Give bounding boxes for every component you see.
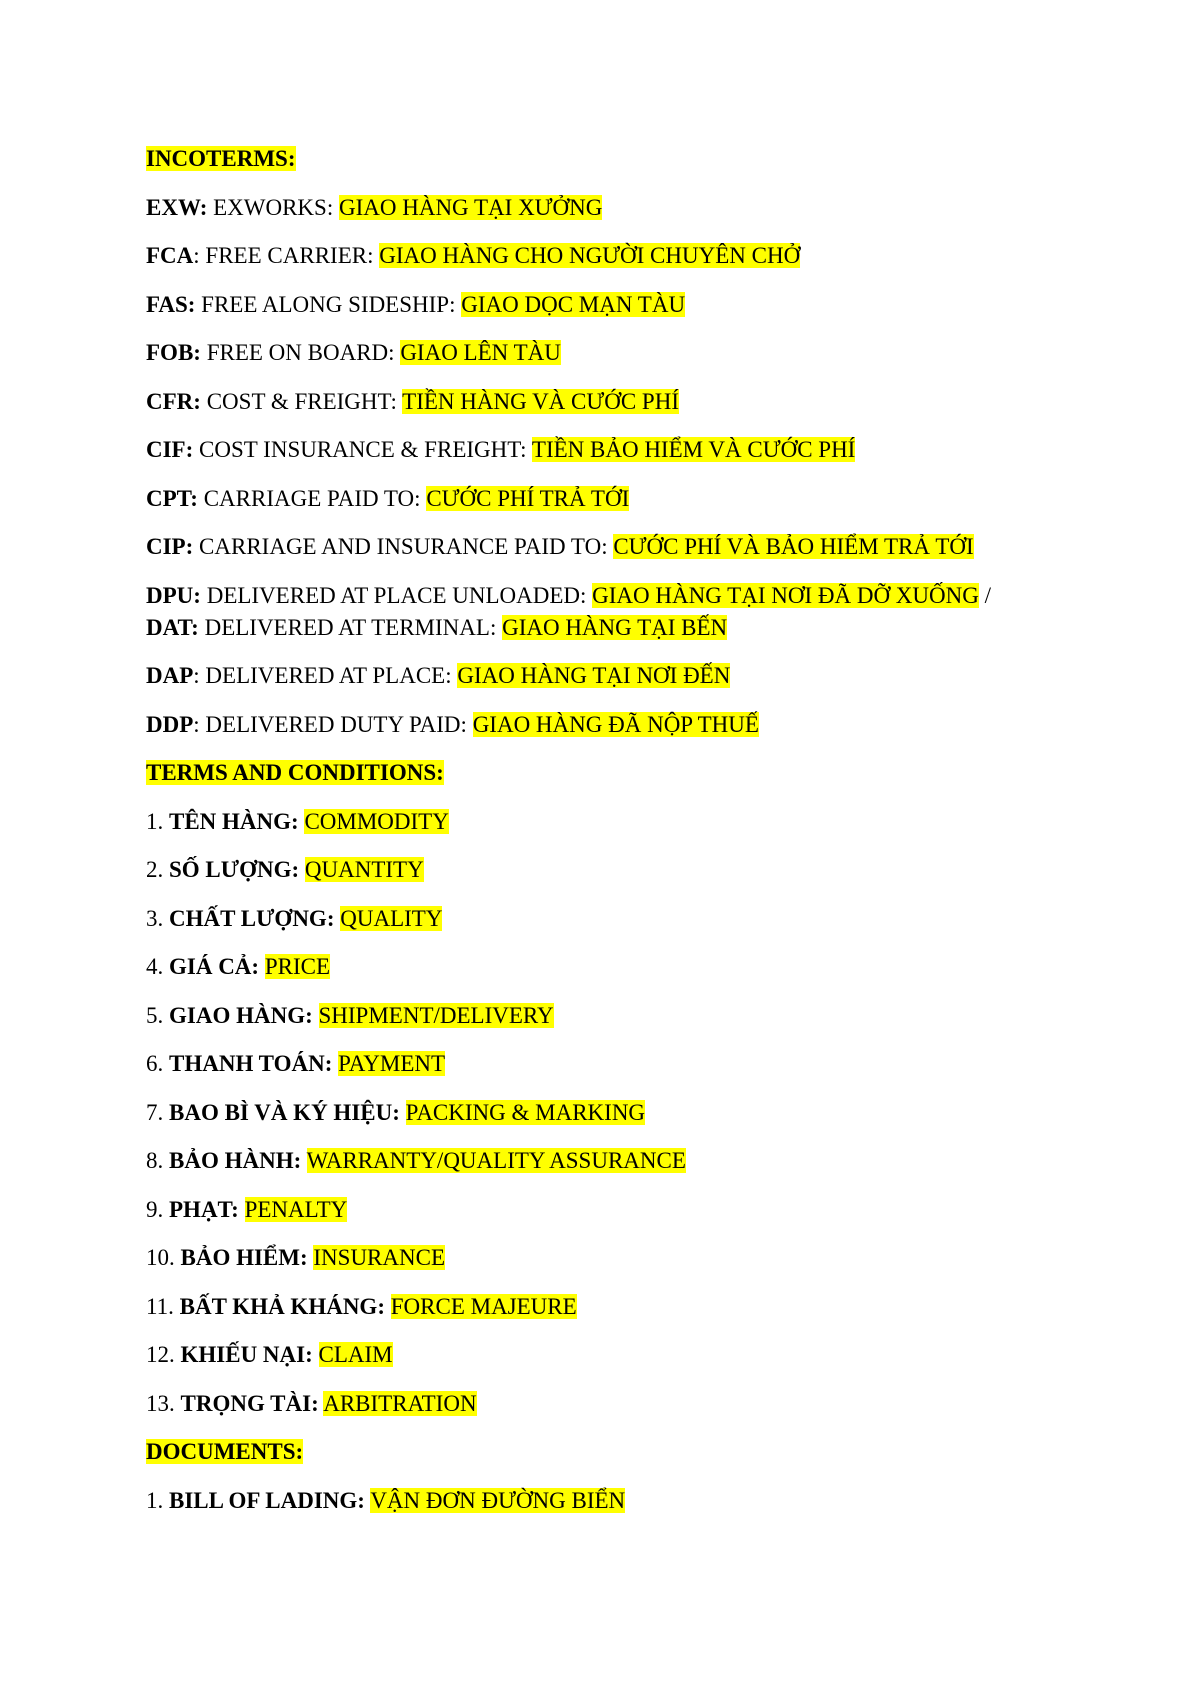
term-vi: GIAO HÀNG: — [169, 1002, 313, 1028]
incoterm-code: FCA — [146, 243, 194, 268]
term-number: 7. — [146, 1099, 169, 1125]
terms-heading: TERMS AND CONDITIONS: — [146, 760, 444, 785]
incoterm-row-fas: FAS: FREE ALONG SIDESHIP: GIAO DỌC MẠN TÀU — [146, 291, 686, 317]
term-row-2 — [146, 854, 1086, 886]
incoterm-name: DELIVERED DUTY PAID — [205, 711, 461, 737]
term-vi: CHẤT LƯỢNG: — [169, 905, 335, 931]
incoterm-code: CIP — [146, 534, 186, 559]
incoterm-code: DPU — [146, 582, 194, 608]
documents-heading: DOCUMENTS: — [146, 1439, 304, 1464]
incoterm-row-cfr: CFR: COST & FREIGHT: TIỀN HÀNG VÀ CƯỚC PHÍ — [146, 388, 679, 414]
term-vi: PHẠT: — [169, 1196, 239, 1222]
term-vi: KHIẾU NẠI: — [180, 1342, 313, 1367]
term-row-6 — [146, 1048, 1086, 1080]
term-row-10 — [146, 1242, 1086, 1274]
incoterm-row-dat: DAT: DELIVERED AT TERMINAL: GIAO HÀNG TẠI BẾN — [146, 614, 728, 640]
term-en: CLAIM — [318, 1342, 393, 1367]
incoterm-row-ddp: DDP: DELIVERED DUTY PAID: GIAO HÀNG ĐÃ NỘP THUẾ — [146, 711, 759, 737]
term-en: PAYMENT — [338, 1051, 446, 1076]
document-en: BILL OF LADING: — [169, 1487, 365, 1513]
incoterm-row-fob: FOB: FREE ON BOARD: GIAO LÊN TÀU — [146, 340, 561, 365]
term-vi: GIÁ CẢ: — [169, 954, 260, 979]
incoterms-heading: INCOTERMS: — [146, 146, 296, 171]
incoterm-translation: GIAO HÀNG TẠI XƯỞNG — [338, 194, 603, 220]
term-en: PACKING & MARKING — [405, 1099, 646, 1125]
term-number: 1. — [146, 808, 169, 834]
incoterm-code: CIF — [146, 437, 186, 462]
incoterm-translation: TIỀN HÀNG VÀ CƯỚC PHÍ — [402, 388, 679, 414]
term-en: SHIPMENT/DELIVERY — [318, 1002, 554, 1028]
incoterm-name: FREE ALONG SIDESHIP — [201, 291, 450, 317]
incoterm-code: EXW — [146, 194, 200, 220]
term-row-13 — [146, 1388, 1086, 1420]
term-number: 8. — [146, 1148, 169, 1173]
incoterm-row-dap: DAP: DELIVERED AT PLACE: GIAO HÀNG TẠI NƠI ĐẾN — [146, 663, 731, 688]
incoterm-translation: CƯỚC PHÍ TRẢ TỚI — [426, 485, 630, 511]
term-row-8 — [146, 1145, 1086, 1177]
term-vi: BAO BÌ VÀ KÝ HIỆU: — [169, 1099, 400, 1125]
term-row-4 — [146, 951, 1086, 983]
incoterm-name: COST & FREIGHT — [206, 388, 391, 414]
incoterm-name: CARRIAGE AND INSURANCE PAID TO — [199, 534, 602, 559]
term-number: 5. — [146, 1002, 169, 1028]
incoterm-translation: GIAO HÀNG TẠI BẾN — [502, 614, 728, 640]
term-en: PENALTY — [244, 1196, 348, 1222]
document-page — [146, 143, 1086, 1533]
term-number: 12. — [146, 1342, 181, 1367]
term-number: 13. — [146, 1390, 181, 1416]
term-row-3 — [146, 903, 1086, 935]
incoterm-translation: GIAO LÊN TÀU — [400, 340, 561, 365]
term-en: COMMODITY — [304, 808, 449, 834]
incoterm-code: DDP — [146, 711, 194, 737]
term-number: 10. — [146, 1245, 181, 1270]
term-en: FORCE MAJEURE — [390, 1293, 577, 1319]
incoterm-name: FREE ON BOARD — [206, 340, 389, 365]
document-vi: VẬN ĐƠN ĐƯỜNG BIỂN — [370, 1487, 626, 1513]
term-vi: THANH TOÁN: — [169, 1051, 333, 1076]
incoterm-code: CPT — [146, 485, 191, 511]
term-number: 9. — [146, 1196, 169, 1222]
document-row-1 — [146, 1485, 1086, 1517]
term-vi: TRỌNG TÀI: — [180, 1390, 319, 1416]
term-number: 4. — [146, 954, 169, 979]
term-en: QUALITY — [340, 905, 443, 931]
term-en: WARRANTY/QUALITY ASSURANCE — [306, 1148, 686, 1173]
term-en: INSURANCE — [313, 1245, 446, 1270]
term-vi: BẢO HÀNH: — [169, 1148, 302, 1173]
term-vi: BẤT KHẢ KHÁNG: — [179, 1293, 385, 1319]
term-number: 2. — [146, 857, 169, 882]
term-row-7 — [146, 1097, 1086, 1129]
document-number: 1. — [146, 1487, 169, 1513]
incoterm-code: DAT — [146, 614, 192, 640]
term-vi: BẢO HIỂM: — [180, 1245, 308, 1270]
incoterm-row-fca: FCA: FREE CARRIER: GIAO HÀNG CHO NGƯỜI CHUYÊN CHỞ — [146, 243, 801, 268]
incoterm-translation: GIAO DỌC MẠN TÀU — [461, 291, 686, 317]
incoterm-name: FREE CARRIER — [205, 243, 368, 268]
incoterm-row-dpu: DPU: DELIVERED AT PLACE UNLOADED: GIAO HÀNG TẠI NƠI ĐÃ DỠ XUỐNG / — [146, 582, 991, 608]
incoterm-row-exw: EXW: EXWORKS: GIAO HÀNG TẠI XƯỞNG — [146, 194, 603, 220]
incoterm-code: FAS — [146, 291, 188, 317]
term-en: PRICE — [264, 954, 331, 979]
incoterm-code: CFR — [146, 388, 194, 414]
term-row-1 — [146, 806, 1086, 838]
incoterm-code: DAP — [146, 663, 194, 688]
incoterm-translation: GIAO HÀNG TẠI NƠI ĐÃ DỠ XUỐNG — [592, 582, 979, 608]
term-row-11 — [146, 1291, 1086, 1323]
term-number: 6. — [146, 1051, 169, 1076]
incoterm-translation: GIAO HÀNG ĐÃ NỘP THUẾ — [472, 711, 759, 737]
term-number: 11. — [146, 1293, 180, 1319]
term-vi: TÊN HÀNG: — [169, 808, 299, 834]
incoterm-translation: GIAO HÀNG TẠI NƠI ĐẾN — [457, 663, 731, 688]
incoterm-name: EXWORKS — [213, 194, 327, 220]
term-en: ARBITRATION — [323, 1390, 477, 1416]
term-en: QUANTITY — [304, 857, 424, 882]
incoterm-name: CARRIAGE PAID TO — [203, 485, 415, 511]
incoterm-name: DELIVERED AT TERMINAL — [204, 614, 490, 640]
incoterm-row-cip: CIP: CARRIAGE AND INSURANCE PAID TO: CƯỚC PHÍ VÀ BẢO HIỂM TRẢ TỚI — [146, 534, 974, 559]
incoterm-name: DELIVERED AT PLACE UNLOADED — [206, 582, 581, 608]
term-row-5 — [146, 1000, 1086, 1032]
term-number: 3. — [146, 905, 169, 931]
incoterm-code: FOB — [146, 340, 194, 365]
incoterm-row-cpt: CPT: CARRIAGE PAID TO: CƯỚC PHÍ TRẢ TỚI — [146, 485, 630, 511]
term-row-9 — [146, 1194, 1086, 1226]
incoterm-translation: GIAO HÀNG CHO NGƯỜI CHUYÊN CHỞ — [379, 243, 801, 268]
incoterm-row-cif: CIF: COST INSURANCE & FREIGHT: TIỀN BẢO HIỂM VÀ CƯỚC PHÍ — [146, 437, 856, 462]
term-row-12 — [146, 1339, 1086, 1371]
term-vi: SỐ LƯỢNG: — [169, 857, 300, 882]
incoterm-name: COST INSURANCE & FREIGHT — [199, 437, 521, 462]
incoterm-name: DELIVERED AT PLACE — [205, 663, 446, 688]
incoterm-translation: TIỀN BẢO HIỂM VÀ CƯỚC PHÍ — [531, 437, 856, 462]
incoterm-translation: CƯỚC PHÍ VÀ BẢO HIỂM TRẢ TỚI — [613, 534, 974, 559]
